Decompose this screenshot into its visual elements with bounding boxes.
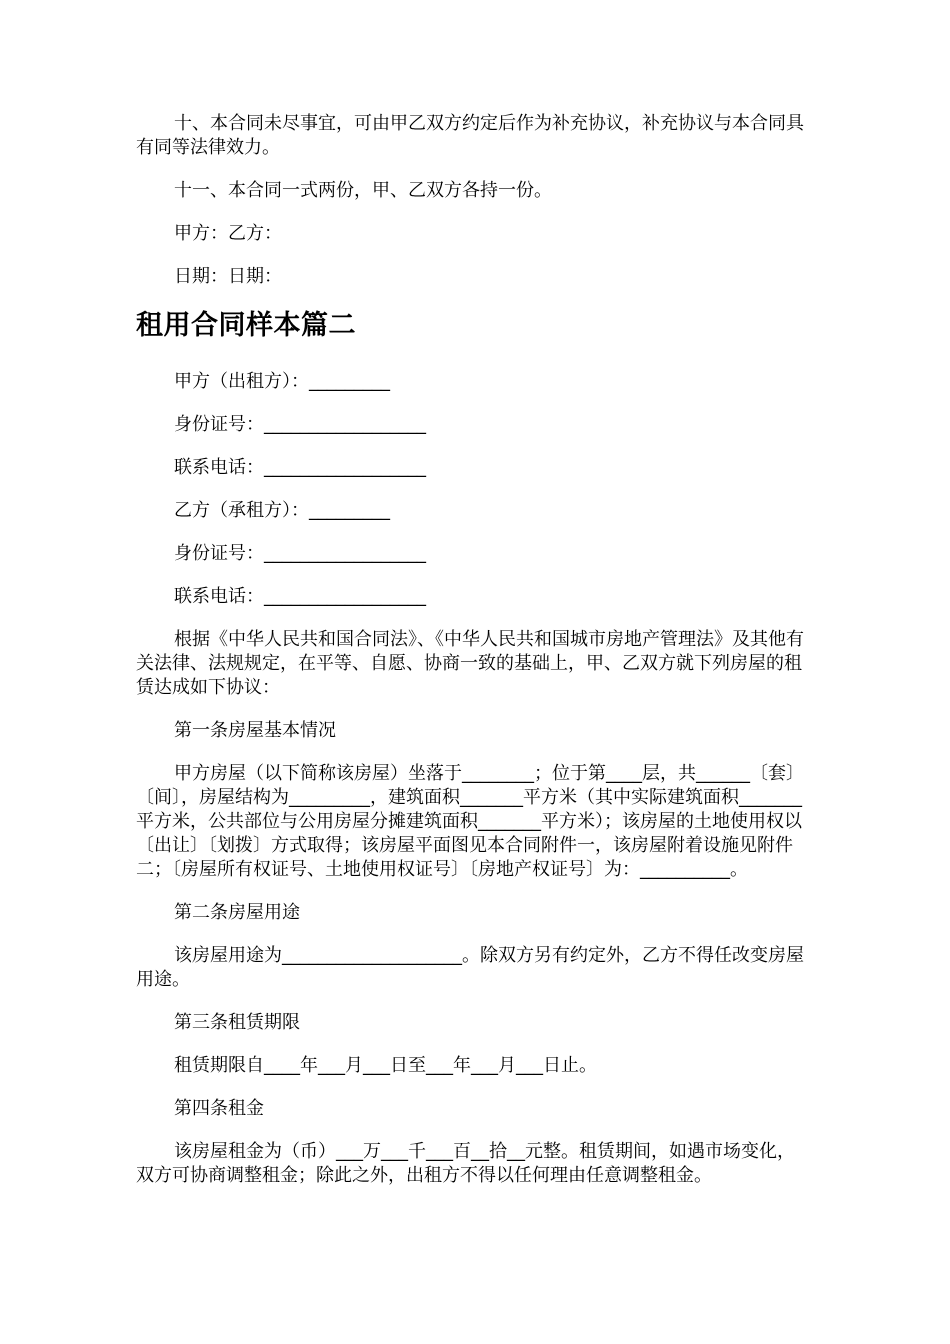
- lessor-line: 甲方（出租方）：_________: [174, 371, 390, 392]
- article-1-title: 第一条房屋基本情况: [174, 720, 336, 741]
- article-3-body: 租赁期限自____年___月___日至___年___月___日止。: [174, 1055, 597, 1076]
- lessor-phone-line: 联系电话：__________________: [174, 457, 426, 478]
- preamble-paragraph: 根据《中华人民共和国合同法》、《中华人民共和国城市房地产管理法》及其他有关法律、法规规定，在平等、自愿、协商一致的基础上，甲、乙双方就下列房屋的租赁达成如下协议：: [136, 629, 804, 698]
- article-2-body: 该房屋用途为____________________。除双方另有约定外，乙方不得任改变房屋用途。: [136, 945, 804, 990]
- paragraph-clause-10: 十、本合同未尽事宜，可由甲乙双方约定后作为补充协议，补充协议与本合同具有同等法律效力。: [136, 113, 804, 158]
- lessee-phone-line: 联系电话：__________________: [174, 586, 426, 607]
- section-heading: 租用合同样本篇二: [136, 310, 356, 341]
- article-2-title: 第二条房屋用途: [174, 902, 300, 923]
- article-3-title: 第三条租赁期限: [174, 1012, 300, 1033]
- signature-dates-line: 日期：日期：: [174, 266, 282, 287]
- signature-parties-line: 甲方：乙方：: [174, 223, 282, 244]
- document-page: [136, 112, 808, 1207]
- article-4-body: 该房屋租金为（币）___万___千___百__拾__元整。租赁期间，如遇市场变化，双方可协商调整租金；除此之外，出租方不得以任何理由任意调整租金。: [136, 1141, 795, 1186]
- article-4-title: 第四条租金: [174, 1098, 264, 1119]
- lessee-id-line: 身份证号：__________________: [174, 543, 426, 564]
- lessor-id-line: 身份证号：__________________: [174, 414, 426, 435]
- lessee-line: 乙方（承租方）：_________: [174, 500, 390, 521]
- article-1-body: 甲方房屋（以下简称该房屋）坐落于________；位于第____层，共______〔套〕〔间〕，房屋结构为_________，建筑面积_______平方米（其中实际建筑面积_______平方米，公共部位与公用房屋分摊建筑面积_______平方米）；该房屋的土地使用权以〔出让〕〔划拨〕方式取得；该房屋平面图见本合同附件一，该房屋附着设施见附件二；〔房屋所有权证号、土地使用权证号〕〔房地产权证号〕为：__________。: [136, 763, 804, 880]
- paragraph-clause-11: 十一、本合同一式两份，甲、乙双方各持一份。: [174, 180, 552, 201]
